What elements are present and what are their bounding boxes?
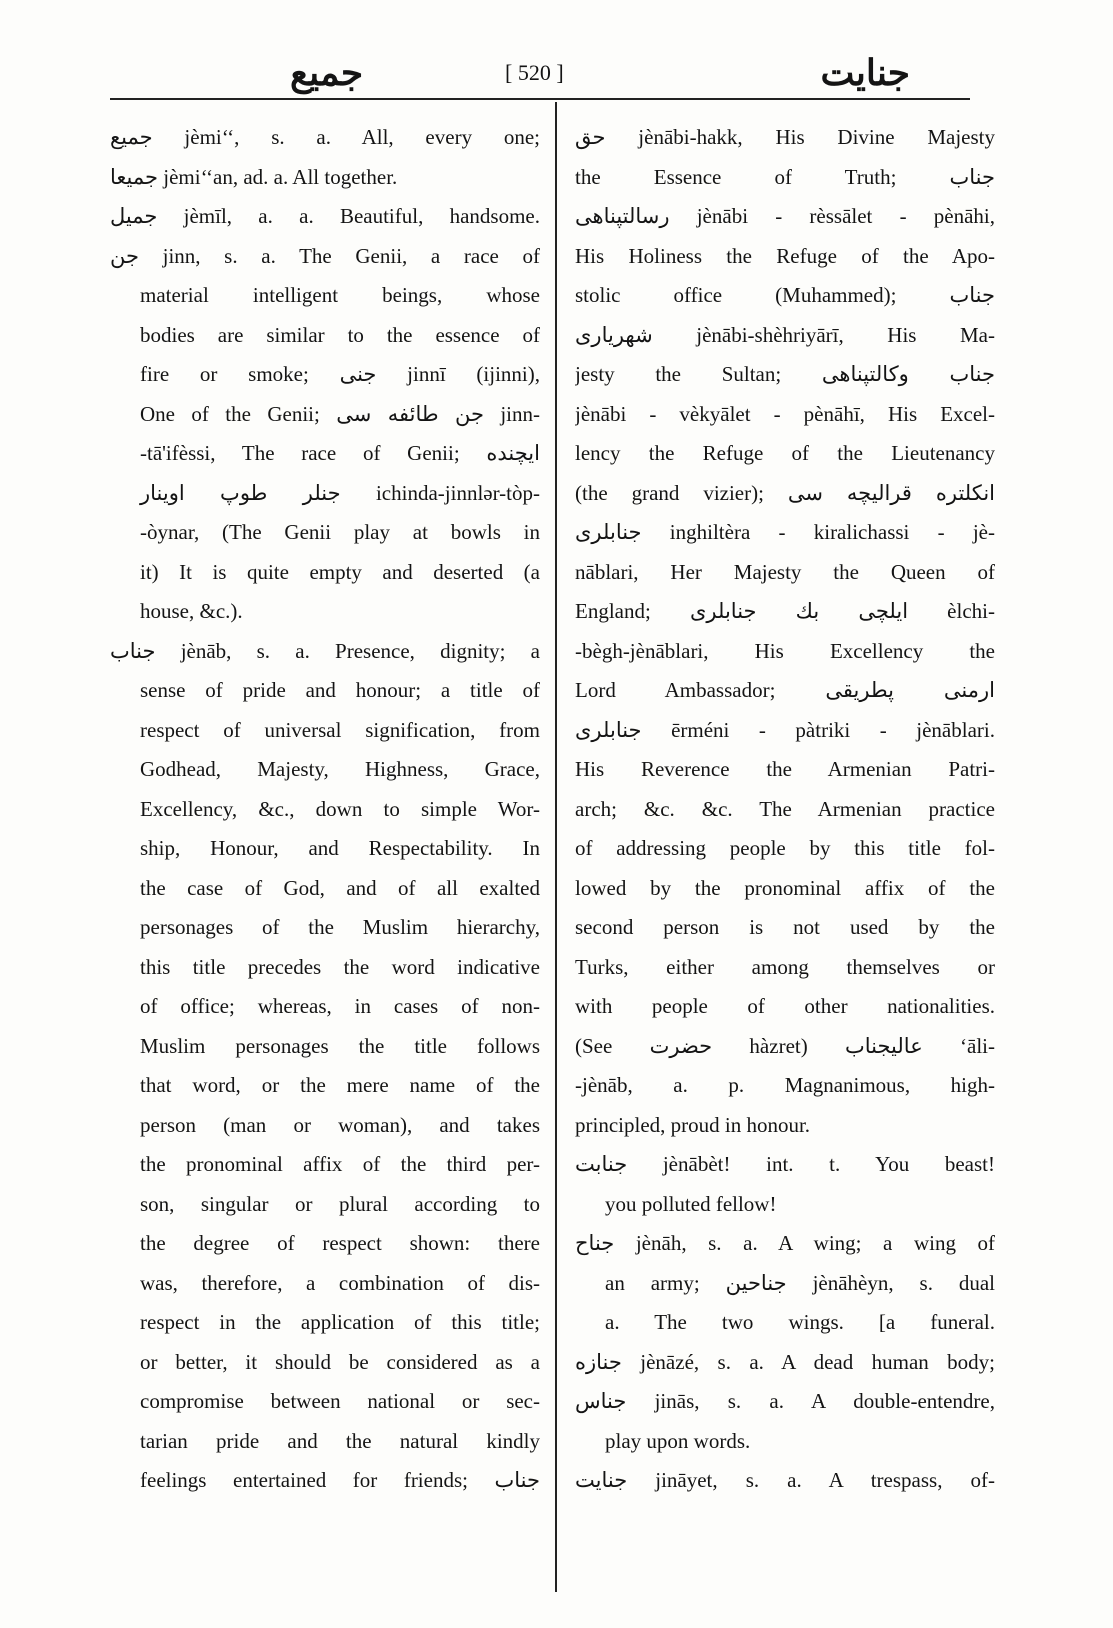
text-line: -jènāb, a. p. Magnanimous, high-: [575, 1073, 995, 1097]
text-line: the pronominal affix of the third per-: [140, 1152, 540, 1176]
text-line: stolic office (Muhammed); جناب: [575, 283, 995, 307]
right-running-headword: جنايت: [820, 52, 910, 94]
text-line: bodies are similar to the essence of: [140, 322, 540, 347]
left-column: [110, 118, 540, 1501]
text-line: جميعا jèmi‘‘an, ad. a. All together.: [110, 164, 398, 189]
text-line: respect of universal signification, from: [140, 717, 540, 742]
text-line: respect in the application of this title;: [140, 1310, 540, 1334]
text-line: fire or smoke; جنى jinnī (ijinni),: [140, 362, 540, 386]
text-line: (See حضرت hàzret) عاليجناب ‘āli-: [575, 1033, 995, 1058]
text-line: this title precedes the word indicative: [140, 954, 540, 979]
text-line: جنابلرى inghiltèra - kiralichassi - jè-: [575, 520, 995, 544]
text-line: جناح jènāh, s. a. A wing; a wing of: [575, 1231, 995, 1255]
header-rule: [110, 98, 970, 100]
text-line: جناب jènāb, s. a. Presence, dignity; a: [110, 638, 540, 663]
text-line: jènābi - vèkyālet - pènāhī, His Excel-: [575, 401, 995, 426]
text-line: sense of pride and honour; a title of: [140, 678, 540, 702]
text-line: lowed by the pronominal affix of the: [575, 875, 995, 900]
text-line: ship, Honour, and Respectability. In: [140, 836, 540, 860]
text-line: play upon words.: [605, 1428, 751, 1453]
text-line: that word, or the mere name of the: [140, 1073, 540, 1097]
text-line: جناس jinās, s. a. A double-entendre,: [575, 1389, 995, 1413]
text-line: with people of other nationalities.: [575, 994, 995, 1018]
text-line: an army; جناحين jènāhèyn, s. dual: [605, 1270, 995, 1295]
text-line: feelings entertained for friends; جناب: [140, 1468, 540, 1492]
text-line: -òynar, (The Genii play at bowls in: [140, 520, 540, 544]
text-line: One of the Genii; جن طائفه سى jinn-: [140, 401, 540, 426]
page-header: [110, 50, 1030, 100]
text-line: جنلر طوپ اوينار ichinda-jinnlər-tòp-: [140, 480, 540, 505]
text-line: رسالتپناهى jènābi - rèssālet - pènāhi,: [575, 204, 995, 228]
text-line: شهريارى jènābi-shèhriyārī, His Ma-: [575, 322, 995, 347]
text-line: the case of God, and of all exalted: [140, 875, 540, 900]
text-line: Excellency, &c., down to simple Wor-: [140, 796, 540, 821]
page-number: [ 520 ]: [505, 60, 564, 85]
text-line: جنازه jènāzé, s. a. A dead human body;: [575, 1349, 995, 1374]
text-line: principled, proud in honour.: [575, 1112, 811, 1137]
text-line: personages of the Muslim hierarchy,: [140, 915, 540, 939]
text-line: a. The two wings. [a funeral.: [605, 1310, 995, 1334]
text-line: was, therefore, a combination of dis-: [140, 1270, 540, 1295]
text-line: son, singular or plural according to: [140, 1191, 540, 1216]
text-line: جميع jèmi‘‘, s. a. All, every one;: [110, 125, 540, 149]
text-line: جنابت jènābèt! int. t. You beast!: [575, 1152, 995, 1176]
text-line: -tā'ifèssi, The race of Genii; ايچنده: [140, 441, 540, 465]
text-line: جميل jèmīl, a. a. Beautiful, handsome.: [110, 204, 540, 228]
text-line: the degree of respect shown: there: [140, 1231, 540, 1255]
column-divider: [555, 102, 557, 1592]
text-line: person (man or woman), and takes: [140, 1112, 540, 1137]
text-line: جنابلرى ērméni - pàtriki - jènāblari.: [575, 717, 995, 742]
text-line: lency the Refuge of the Lieutenancy: [575, 441, 995, 465]
text-line: it) It is quite empty and deserted (a: [140, 559, 540, 584]
text-line: second person is not used by the: [575, 915, 995, 939]
text-line: His Reverence the Armenian Patri-: [575, 757, 995, 781]
right-column: [575, 118, 995, 1501]
text-line: Lord Ambassador; ارمنى پطريقى: [575, 678, 995, 702]
left-running-headword: جميع: [290, 52, 364, 94]
text-line: جن jinn, s. a. The Genii, a race of: [110, 243, 540, 268]
text-line: Muslim personages the title follows: [140, 1033, 540, 1058]
text-line: you polluted fellow!: [605, 1191, 777, 1216]
text-line: the Essence of Truth; جناب: [575, 164, 995, 189]
text-line: Turks, either among themselves or: [575, 954, 995, 979]
text-line: arch; &c. &c. The Armenian practice: [575, 796, 995, 821]
text-line: -bègh-jènāblari, His Excellency the: [575, 638, 995, 663]
text-line: حق jènābi-hakk, His Divine Majesty: [575, 125, 995, 149]
text-line: England; ايلچى بك جنابلرى èlchi-: [575, 599, 995, 623]
text-line: material intelligent beings, whose: [140, 283, 540, 307]
text-line: Godhead, Majesty, Highness, Grace,: [140, 757, 540, 781]
text-line: His Holiness the Refuge of the Apo-: [575, 243, 995, 268]
text-line: or better, it should be considered as a: [140, 1349, 540, 1374]
text-line: tarian pride and the natural kindly: [140, 1428, 540, 1453]
text-line: of office; whereas, in cases of non-: [140, 994, 540, 1018]
text-line: (the grand vizier); انكلتره قراليچه سى: [575, 480, 995, 505]
text-line: house, &c.).: [140, 599, 243, 623]
text-line: nāblari, Her Majesty the Queen of: [575, 559, 995, 584]
text-line: jesty the Sultan; جناب وكالتپناهى: [575, 362, 995, 386]
text-line: of addressing people by this title fol-: [575, 836, 995, 860]
text-line: جنايت jināyet, s. a. A trespass, of-: [575, 1468, 995, 1492]
text-line: compromise between national or sec-: [140, 1389, 540, 1413]
